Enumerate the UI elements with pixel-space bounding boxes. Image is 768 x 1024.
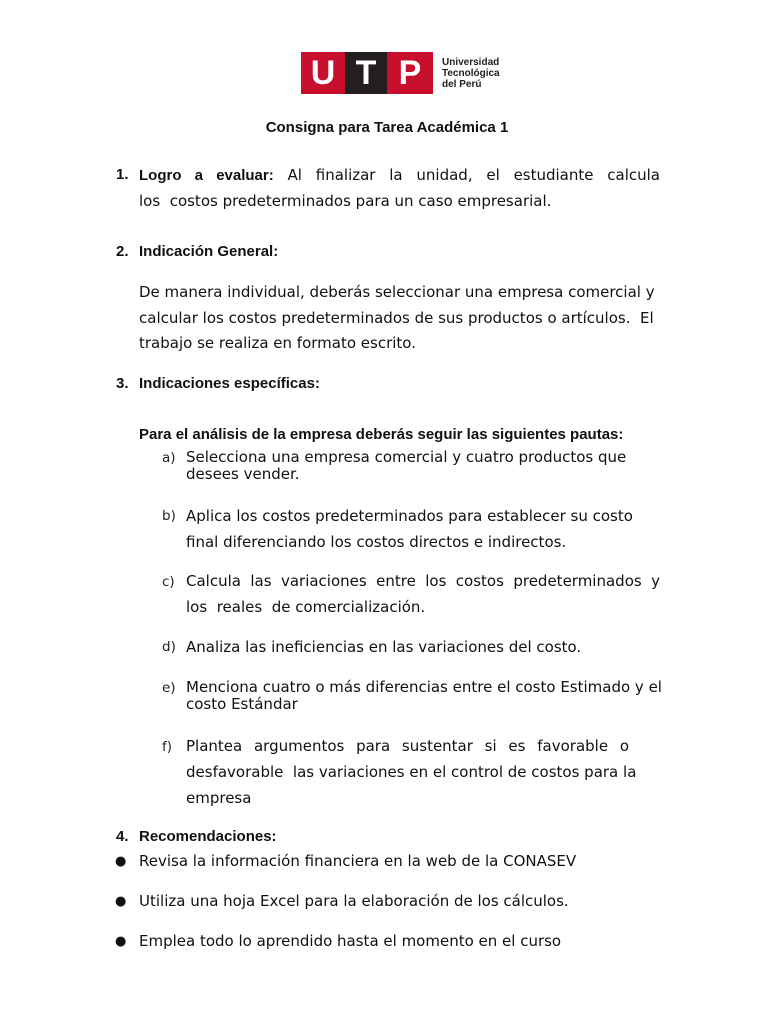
- section-number: 2.: [116, 243, 129, 260]
- logo-name-line: Tecnológica: [442, 67, 500, 79]
- list-item-line: final diferenciando los costos directos e indirectos.: [186, 533, 567, 551]
- logo-letter-u: [301, 52, 345, 94]
- logo-letter-p: [387, 52, 433, 94]
- page-title: Consigna para Tarea Académica 1: [265, 119, 509, 136]
- list-item-c: [186, 568, 676, 620]
- list-item-letter: d): [162, 639, 176, 655]
- list-item-line: Plantea argumentos para sustentar si es favorable o: [186, 737, 629, 755]
- list-item-line: los reales de comercialización.: [186, 598, 426, 616]
- list-item-a: [186, 449, 676, 483]
- list-item-letter: f): [162, 739, 173, 755]
- list-item-line: costo Estándar: [186, 695, 298, 713]
- section-2-line: trabajo se realiza en formato escrito.: [139, 334, 416, 352]
- bullet-icon: ●: [115, 934, 127, 949]
- list-item-line: Selecciona una empresa comercial y cuatro productos que: [186, 448, 627, 466]
- section-2-line: calcular los costos predeterminados de sus productos o artículos. El: [139, 309, 654, 327]
- section-number: 3.: [116, 375, 129, 392]
- recommendation-item: Revisa la información financiera en la web de la CONASEV: [139, 852, 577, 870]
- list-item-d: [186, 634, 676, 660]
- list-item-letter: e): [162, 680, 176, 696]
- list-item-b: [186, 503, 676, 555]
- list-item-line: empresa: [186, 789, 252, 807]
- section-2-heading: Indicación General:: [139, 243, 279, 260]
- section-1-line-2: los costos predeterminados para un caso empresarial.: [139, 192, 552, 210]
- section-2-line: De manera individual, deberás seleccionar una empresa comercial y: [139, 283, 655, 301]
- list-item-f: [186, 733, 676, 811]
- list-item-letter: c): [162, 574, 175, 590]
- section-1-line-1: [139, 162, 660, 189]
- list-item-line: Aplica los costos predeterminados para establecer su costo: [186, 507, 633, 525]
- list-item-line: desfavorable las variaciones en el control de costos para la: [186, 763, 637, 781]
- section-1-text: Al finalizar la unidad, el estudiante calcula: [287, 166, 661, 184]
- bullet-icon: ●: [115, 894, 127, 909]
- list-item-line: Calcula las variaciones entre los costos predeterminados y: [186, 572, 660, 590]
- list-item-letter: b): [162, 508, 176, 524]
- section-1-label: Logro a evaluar:: [139, 167, 274, 184]
- logo-letter: T: [355, 53, 377, 92]
- section-4-heading: Recomendaciones:: [139, 828, 277, 845]
- logo-university-name: [442, 57, 500, 90]
- recommendation-item: Emplea todo lo aprendido hasta el momento en el curso: [139, 932, 562, 950]
- logo-letter: P: [398, 53, 422, 92]
- list-item-letter: a): [162, 450, 176, 466]
- list-item-line: Analiza las ineficiencias en las variaciones del costo.: [186, 638, 582, 656]
- section-number: 4.: [116, 828, 129, 845]
- list-item-line: Menciona cuatro o más diferencias entre el costo Estimado y el: [186, 678, 662, 696]
- bullet-icon: ●: [115, 854, 127, 869]
- logo-name-line: Universidad: [442, 56, 500, 68]
- logo-letter-t: [345, 52, 387, 94]
- utp-logo: [301, 52, 500, 94]
- section-number: 1.: [116, 166, 129, 183]
- list-item-line: desees vender.: [186, 465, 300, 483]
- section-3-heading: Indicaciones específicas:: [139, 375, 320, 392]
- logo-name-line: del Perú: [442, 78, 482, 90]
- recommendation-item: Utiliza una hoja Excel para la elaboración de los cálculos.: [139, 892, 569, 910]
- logo-letter: U: [310, 53, 336, 92]
- list-item-e: [186, 679, 676, 713]
- section-3-intro: Para el análisis de la empresa deberás seguir las siguientes pautas:: [139, 426, 624, 443]
